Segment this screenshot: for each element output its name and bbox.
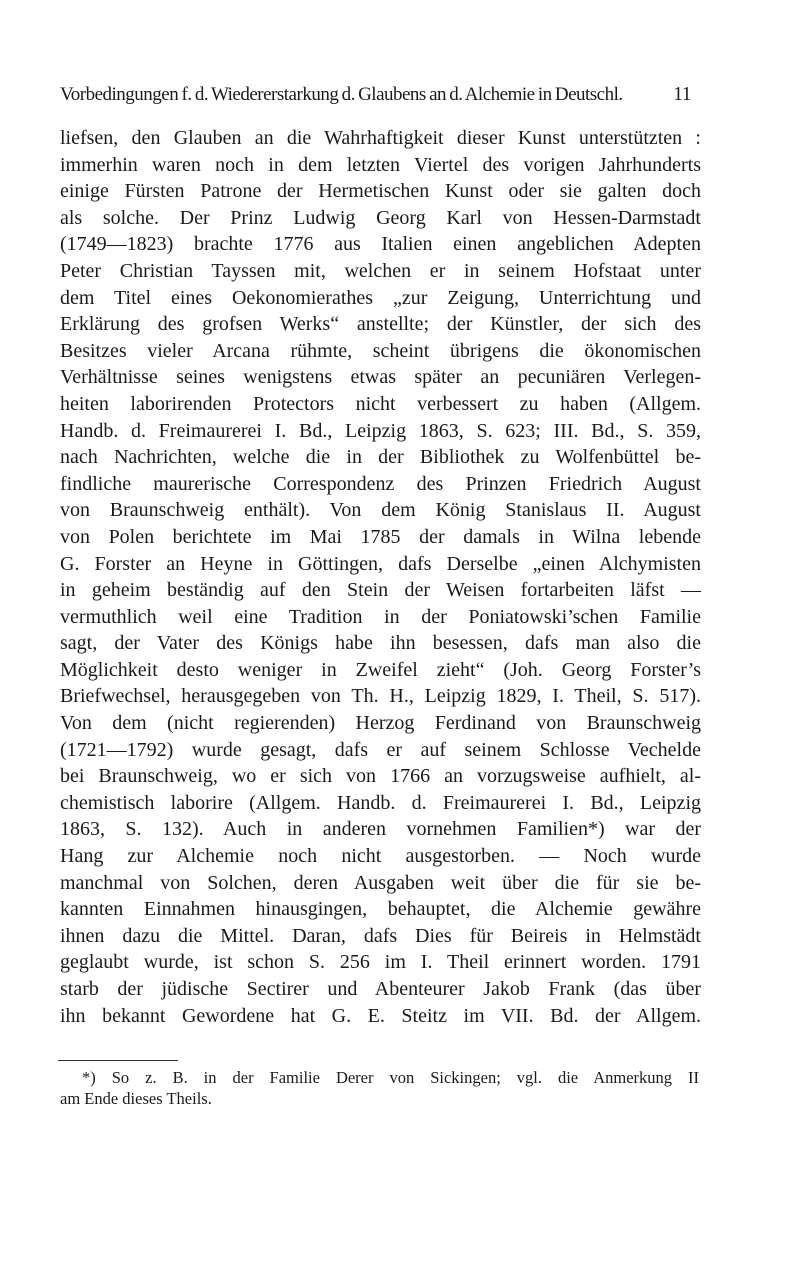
text-line: immerhin waren noch in dem letzten Viertel des vorigen Jahrhunderts [60,153,701,176]
text-line: einige Fürsten Patrone der Hermetischen Kunst oder sie galten doch [60,180,701,203]
text-line: Von dem (nicht regierenden) Herzog Ferdinand von Braunschweig [60,712,701,735]
text-line: Hang zur Alchemie noch nicht ausgestorben. — Noch wurde [60,845,701,868]
text-line: 1863, S. 132). Auch in anderen vornehmen Familien*) war der [60,818,701,841]
text-line: Verhältnisse seines wenigstens etwas später an pecuniären Verlegen- [60,366,701,389]
text-line: sagt, der Vater des Königs habe ihn besessen, dafs man also die [60,632,701,655]
text-line: nach Nachrichten, welche die in der Bibliothek zu Wolfenbüttel be- [60,446,701,469]
footnote-line: *) So z. B. in der Familie Derer von Sickingen; vgl. die Anmerkung II [82,1068,699,1087]
footnote [60,1067,699,1109]
text-line: als solche. Der Prinz Ludwig Georg Karl von Hessen-Darmstadt [60,206,701,229]
text-line: (1721—1792) wurde gesagt, dafs er auf seinem Schlosse Vechelde [60,738,701,761]
footnote-line: am Ende dieses Theils. [60,1089,212,1108]
text-line: Möglichkeit desto weniger in Zweifel zieht“ (Joh. Georg Forster’s [60,658,701,681]
text-line: dem Titel eines Oekonomierathes „zur Zeigung, Unterrichtung und [60,286,701,309]
text-line: Handb. d. Freimaurerei I. Bd., Leipzig 1863, S. 623; III. Bd., S. 359, [60,419,701,442]
text-line: in geheim beständig auf den Stein der Weisen fortarbeiten läfst — [60,579,701,602]
running-head-title: Vorbedingungen f. d. Wiedererstarkung d. Glaubens an d. Alchemie in Deutschl. [60,84,623,105]
text-line: G. Forster an Heyne in Göttingen, dafs Derselbe „einen Alchymisten [60,552,701,575]
footnote-divider [58,1060,178,1061]
text-line: Erklärung des grofsen Werks“ anstellte; der Künstler, der sich des [60,313,701,336]
text-line: Besitzes vieler Arcana rühmte, scheint übrigens die ökonomischen [60,339,701,362]
body-text [60,125,701,1029]
text-line: heiten laborirenden Protectors nicht verbessert zu haben (Allgem. [60,392,701,415]
running-head [60,84,691,110]
text-line: ihn bekannt Gewordene hat G. E. Steitz im VII. Bd. der Allgem. [60,1004,701,1027]
text-line: von Braunschweig enthält). Von dem König Stanislaus II. August [60,499,701,522]
text-line: Briefwechsel, herausgegeben von Th. H., Leipzig 1829, I. Theil, S. 517). [60,685,701,708]
page-number: 11 [673,84,691,105]
text-line: manchmal von Solchen, deren Ausgaben weit über die für sie be- [60,871,701,894]
text-line: chemistisch laborire (Allgem. Handb. d. Freimaurerei I. Bd., Leipzig [60,791,701,814]
text-line: von Polen berichtete im Mai 1785 der damals in Wilna lebende [60,525,701,548]
text-line: Peter Christian Tayssen mit, welchen er in seinem Hofstaat unter [60,259,701,282]
text-line: starb der jüdische Sectirer und Abenteurer Jakob Frank (das über [60,978,701,1000]
text-line: ihnen dazu die Mittel. Daran, dafs Dies für Beireis in Helmstädt [60,924,701,947]
text-line: vermuthlich weil eine Tradition in der Poniatowski’schen Familie [60,605,701,628]
text-line: bei Braunschweig, wo er sich von 1766 an vorzugsweise aufhielt, al- [60,765,701,788]
text-line: liefsen, den Glauben an die Wahrhaftigkeit dieser Kunst unterstützten : [60,127,701,149]
text-line: (1749—1823) brachte 1776 aus Italien einen angeblichen Adepten [60,233,701,256]
text-line: kannten Einnahmen hinausgingen, behauptet, die Alchemie gewähre [60,898,701,921]
text-line: geglaubt wurde, ist schon S. 256 im I. Theil erinnert worden. 1791 [60,951,701,974]
text-line: findliche maurerische Correspondenz des Prinzen Friedrich August [60,472,701,495]
